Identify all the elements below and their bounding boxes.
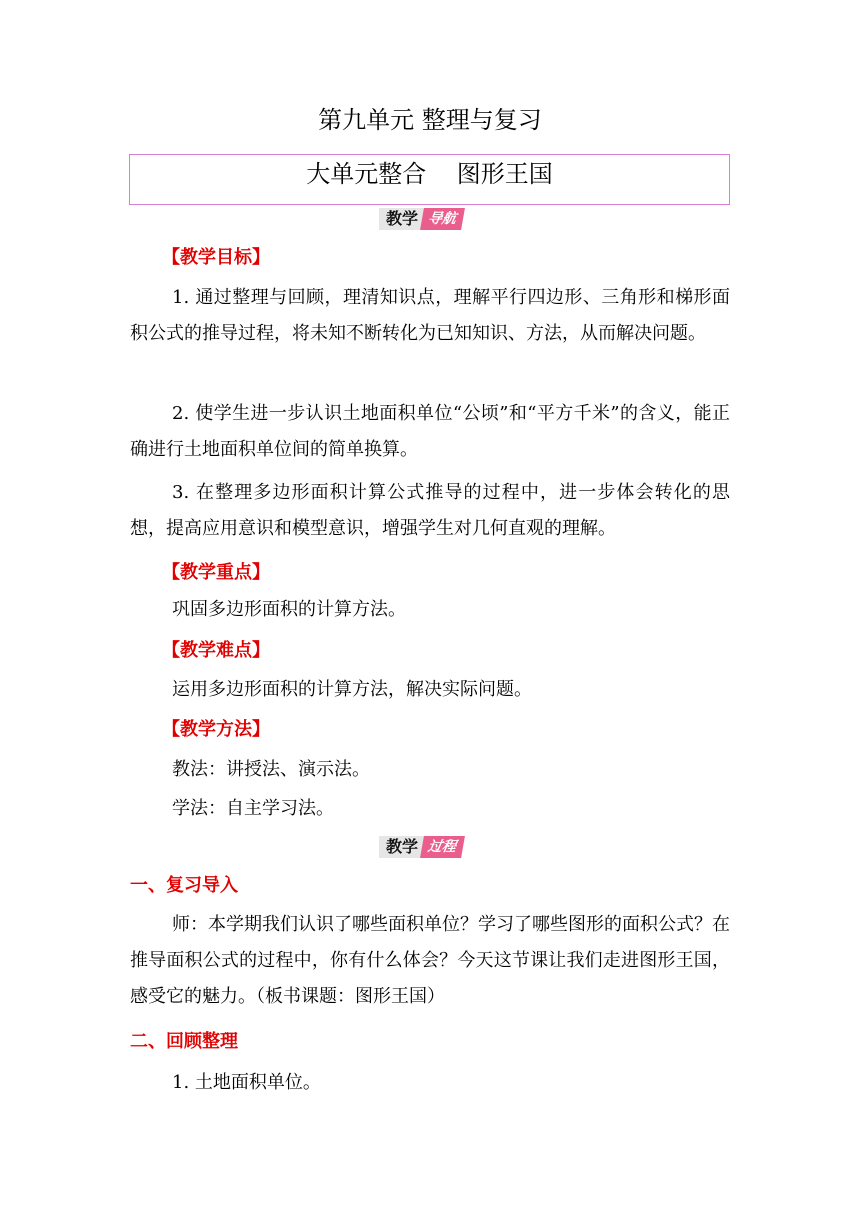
- difficulty-text: 运用多边形面积的计算方法，解决实际问题。: [172, 679, 532, 700]
- teaching-method-text: 教法：讲授法、演示法。: [172, 759, 370, 780]
- objective-item-1: 1. 通过整理与回顾，理清知识点，理解平行四边形、三角形和梯形面积公式的推导过程，将未知不断转化为已知知识、方法，从而解决问题。: [130, 287, 730, 344]
- teaching-nav-badge: [379, 208, 463, 230]
- objectives-heading: 【教学目标】: [162, 247, 270, 268]
- objective-item-2: 2. 使学生进一步认识土地面积单位“公顷”和“平方千米”的含义，能正确进行土地面积单位间的简单换算。: [130, 403, 730, 460]
- difficulty-heading: 【教学难点】: [162, 640, 270, 661]
- key-point-text: 巩固多边形面积的计算方法。: [172, 599, 406, 620]
- methods-heading: 【教学方法】: [162, 719, 270, 740]
- badge-left-text: 教学: [379, 836, 424, 858]
- section-1-text: 师：本学期我们认识了哪些面积单位？学习了哪些图形的面积公式？在推导面积公式的过程中，你有什么体会？今天这节课让我们走进图形王国，感受它的魅力。（板书课题：图形王国）: [130, 914, 730, 1007]
- badge-left-text: 教学: [379, 208, 424, 230]
- section-2-item-1: 1. 土地面积单位。: [172, 1072, 321, 1093]
- lesson-title-box: [129, 154, 730, 205]
- objective-item-3: 3. 在整理多边形面积计算公式推导的过程中，进一步体会转化的思想，提高应用意识和模型意识，增强学生对几何直观的理解。: [130, 482, 730, 539]
- unit-title: 第九单元 整理与复习: [318, 106, 542, 134]
- badge-right-text: 过程: [420, 836, 465, 858]
- teaching-process-badge: [379, 836, 463, 858]
- lesson-title: 大单元整合 图形王国: [306, 160, 553, 188]
- section-1-heading: 一、复习导入: [130, 875, 238, 896]
- section-2-heading: 二、回顾整理: [130, 1031, 238, 1052]
- learning-method-text: 学法：自主学习法。: [172, 798, 334, 819]
- badge-right-text: 导航: [420, 208, 465, 230]
- key-point-heading: 【教学重点】: [162, 562, 270, 583]
